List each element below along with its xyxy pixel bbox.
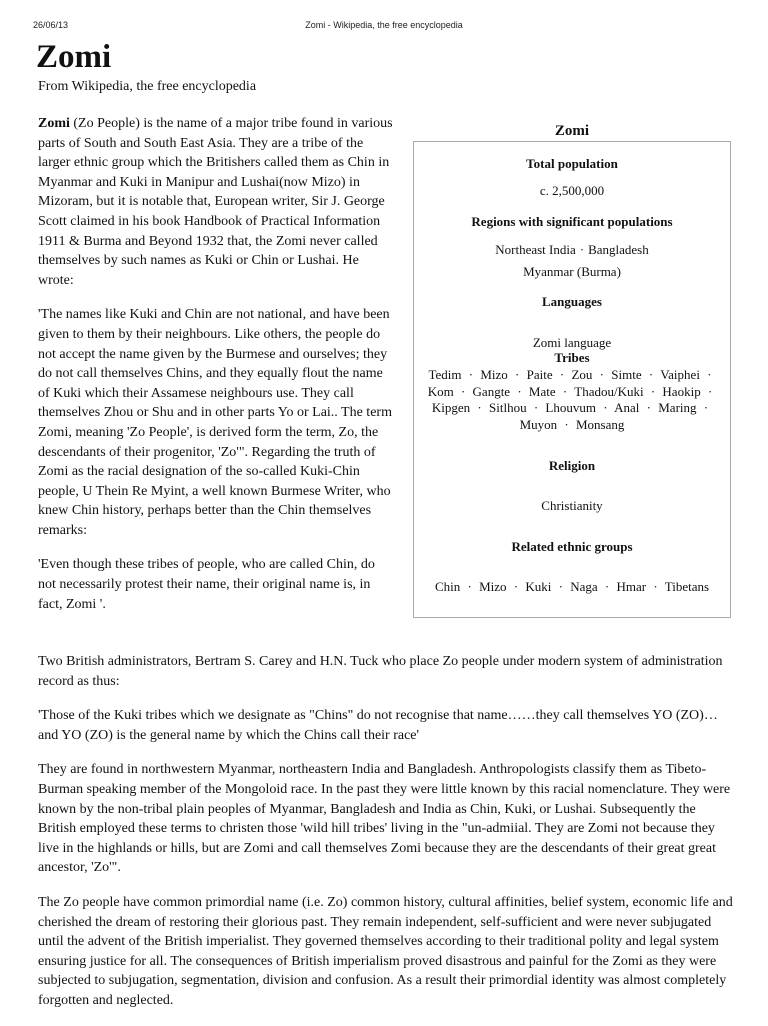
languages-heading: Languages — [542, 294, 602, 309]
tribe-link[interactable]: Anal — [614, 400, 640, 415]
separator-dot: · — [533, 400, 539, 415]
article-tagline: From Wikipedia, the free encyclopedia — [38, 79, 257, 94]
separator-dot: · — [564, 416, 569, 432]
region-link-bangladesh[interactable]: Bangladesh — [588, 242, 649, 257]
tribes-list — [422, 367, 722, 433]
separator-dot: · — [467, 579, 472, 594]
tribe-link[interactable]: Zou — [571, 367, 593, 382]
separator-dot: · — [579, 242, 585, 257]
separator-dot: · — [515, 367, 520, 382]
separator-dot: · — [599, 367, 605, 382]
separator-dot: · — [477, 400, 482, 415]
tribe-link[interactable]: Mate — [528, 383, 556, 399]
related-group-link[interactable]: Tibetans — [664, 579, 710, 594]
religion-value[interactable]: Christianity — [541, 498, 603, 513]
print-header — [0, 20, 768, 34]
related-group-link[interactable]: Hmar — [616, 579, 647, 594]
related-group-link[interactable]: Chin — [434, 579, 461, 594]
tribe-link[interactable]: Sitlhou — [489, 400, 527, 415]
region-link-northeast-india[interactable]: Northeast India — [495, 242, 576, 257]
body-text — [38, 652, 734, 1026]
related-groups-heading: Related ethnic groups — [511, 539, 633, 554]
tribe-link[interactable]: Tedim — [428, 367, 462, 382]
separator-dot: · — [603, 400, 608, 415]
infobox — [413, 141, 731, 618]
intro-paragraph — [38, 114, 396, 290]
separator-dot: · — [460, 383, 466, 399]
separator-dot: · — [650, 383, 656, 399]
tribe-link[interactable]: Gangte — [472, 383, 511, 399]
intro-text: (Zo People) is the name of a major tribe found in various parts of South and South East Asia. They are a tribe of the larger ethnic group which the Britishers called them as Chin in Myanmar and Kuki in Manipur and Lushai(now Mizo) in Mizoram, but it is notable that, European writer, Sir J. George Scott claimed in his book Handbook of Practical Information 1911 & Burma and Beyond 1932 that, the Zomi never called themselves by such names as Kuki or Chin or Lushai. He wrote: — [38, 116, 393, 288]
carey-tuck-quote: 'Those of the Kuki tribes which we designate as "Chins" do not recognise that name……they call themselves YO (ZO)…and YO (ZO) is the general name by which the Chins call their race' — [38, 708, 718, 743]
tribe-link[interactable]: Maring — [658, 400, 697, 415]
separator-dot: · — [513, 579, 519, 594]
separator-dot: · — [707, 383, 713, 399]
population-value: c. 2,500,000 — [539, 183, 605, 198]
language-value[interactable]: Zomi language — [532, 335, 612, 350]
tribe-link[interactable]: Monsang — [576, 416, 625, 432]
separator-dot: · — [468, 367, 474, 382]
separator-dot: · — [558, 579, 563, 594]
separator-dot: · — [653, 579, 658, 594]
population-heading: Total population — [526, 156, 618, 171]
tribe-link[interactable]: Vaiphei — [660, 367, 700, 382]
print-date: 26/06/13 — [33, 20, 69, 30]
tribe-link[interactable]: Mizo — [480, 367, 508, 382]
geography-paragraph: They are found in northwestern Myanmar, northeastern India and Bangladesh. Anthropologists classify them as Tibeto-Burman speaking member of the Mongoloid race. In the past they were little known by this racial nomenclature. They were known by the non-tribal plain peoples of Myanmar, Bangladesh and India as Chin, Kuki, or Lushai. Subsequently the British employed these terms to christen those 'wild hill tribes' living in the "un-admiial. They are Zomi not because they live in the highlands or hills, but are Zomi and call themselves Zomi because they are the descendants of their great great ancestor, 'Zo'". — [38, 762, 731, 876]
british-administrators-paragraph: Two British administrators, Bertram S. Carey and H.N. Tuck who place Zo people under modern system of administration record as thus: — [38, 654, 723, 689]
myint-quote: 'Even though these tribes of people, who are called Chin, do not necessarily protest their name, their original name is, in fact, Zomi '. — [38, 557, 375, 612]
tribes-heading: Tribes — [554, 350, 590, 365]
tribe-link[interactable]: Thadou/Kuki — [574, 383, 644, 399]
separator-dot: · — [517, 383, 522, 399]
scott-quote: 'The names like Kuki and Chin are not national, and have been given to them by their neighbours. Like others, the people do not accept the name given by the Burmese and ourselves; they do not call themselves Chins, and they equally flout the name of Kuki which their Assamese neighbours use. They call themselves Zhou or Shu and in other parts Yo or Lai.. The term Zomi, meaning 'Zo People', is derived form the term, Zo, the descendants of their progenitor, 'Zo'". Regarding the truth of Zomi as the racial designation of the so-called Kuki-Chin people, U Thein Re Myint, a well known Burmese Writer, who knew Chin history, perhaps better than the Chin themselves remarks: — [38, 307, 392, 538]
regions-heading: Regions with significant populations — [471, 214, 673, 229]
religion-heading: Religion — [548, 458, 596, 473]
separator-dot: · — [703, 400, 709, 415]
intro-column — [38, 114, 396, 629]
related-groups-list — [414, 579, 730, 595]
tribe-link[interactable]: Muyon — [519, 416, 558, 432]
tribe-link[interactable]: Kom — [427, 383, 454, 399]
separator-dot: · — [648, 367, 654, 382]
article-title: Zomi — [36, 39, 112, 75]
tribe-link[interactable]: Paite — [526, 367, 553, 382]
separator-dot: · — [646, 400, 651, 415]
separator-dot: · — [562, 383, 568, 399]
related-group-link[interactable]: Naga — [570, 579, 598, 594]
tribe-link[interactable]: Haokip — [662, 383, 701, 399]
separator-dot: · — [559, 367, 565, 382]
separator-dot: · — [604, 579, 610, 594]
print-page-title: Zomi - Wikipedia, the free encyclopedia — [305, 20, 463, 30]
related-group-link[interactable]: Kuki — [525, 579, 552, 594]
region-link-myanmar[interactable]: Myanmar (Burma) — [523, 264, 621, 279]
separator-dot: · — [707, 367, 712, 382]
intro-bold-term: Zomi — [38, 116, 70, 131]
tribe-link[interactable]: Kipgen — [431, 400, 471, 415]
infobox-caption: Zomi — [554, 123, 590, 139]
history-paragraph: The Zo people have common primordial name (i.e. Zo) common history, cultural affinities, belief system, economic life and cherished the dream of restoring their glorious past. They remain independent, self-sufficient and were never subjugated until the advent of the British imperialist. They governed themselves according to their traditional polity and legal system ensuring justice for all. The consequences of British imperialism proved disastrous and painful for the Zomi as they were subjected to subjugation, segmentation, division and confusion. As a result their primordial identity was almost completely forgotten and neglected. — [38, 894, 733, 1008]
tribe-link[interactable]: Lhouvum — [545, 400, 596, 415]
regions-line — [414, 242, 730, 258]
related-group-link[interactable]: Mizo — [479, 579, 507, 594]
tribe-link[interactable]: Simte — [611, 367, 642, 382]
